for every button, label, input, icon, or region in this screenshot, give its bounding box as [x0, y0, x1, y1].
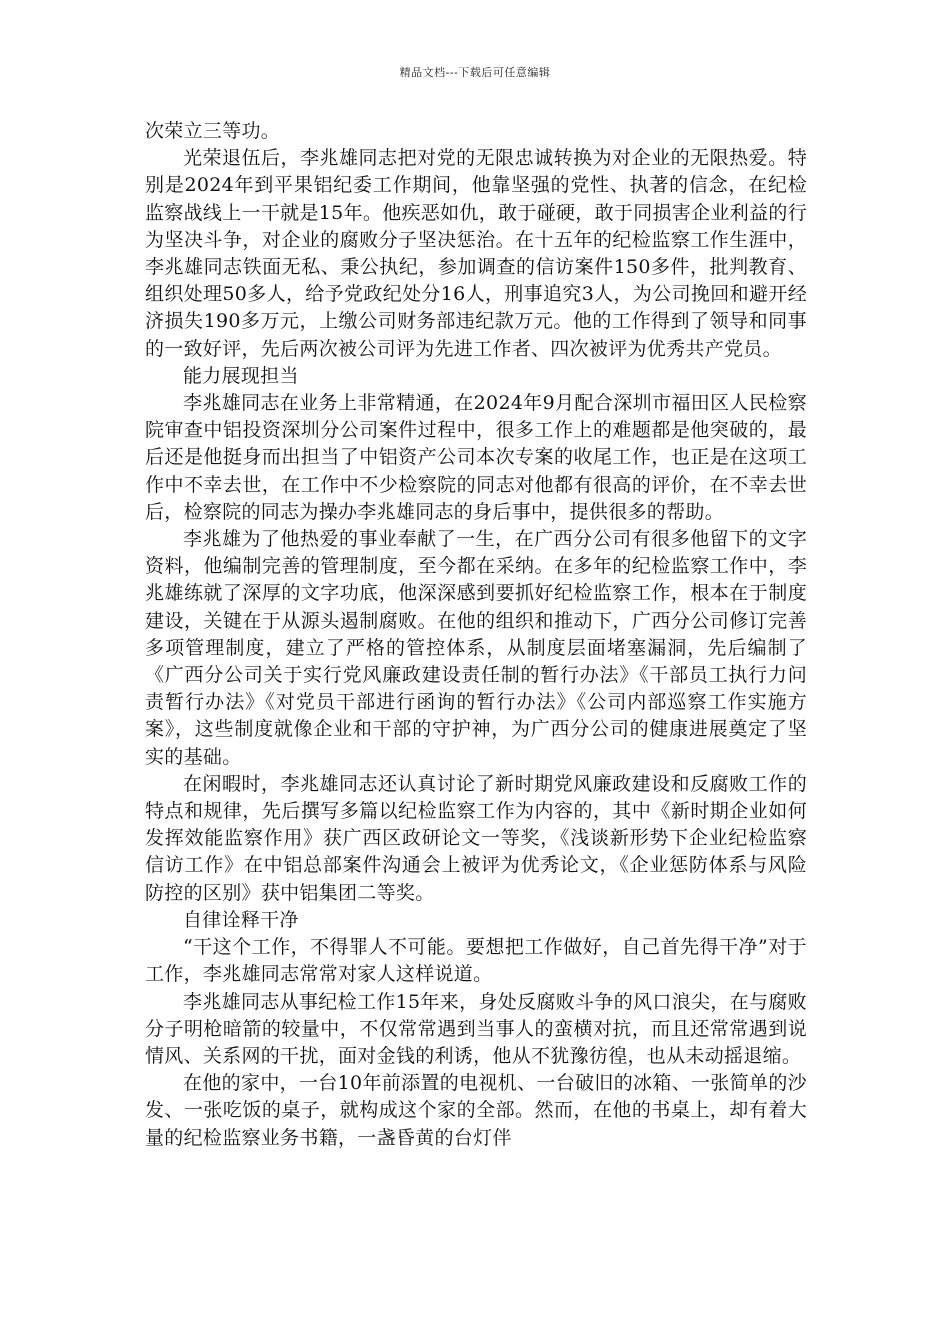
- paragraph: 能力展现担当: [183, 364, 299, 387]
- paragraph: 在闲暇时，李兆雄同志还认真讨论了新时期党风廉政建设和反腐败工作的特点和规律，先后撰写多篇以纪检监察工作为内容的，其中《新时期企业如何发挥效能监察作用》获广西区政研论文一等奖，《浅谈新形势下企业纪检监察信访工作》在中铝总部案件沟通会上被评为优秀论文，《企业惩防体系与风险防控的区别》获中铝集团二等奖。: [145, 772, 807, 904]
- paragraph: 李兆雄同志在业务上非常精通，在2024年9月配合深圳市福田区人民检察院审查中铝投资深圳分公司案件过程中，很多工作上的难题都是他突破的，最后还是他挺身而出担当了中铝资产公司本次专案的收尾工作，也正是在这项工作中不幸去世，在工作中不少检察院的同志对他都有很高的评价，在不幸去世后，检察院的同志为操办李兆雄同志的身后事中，提供很多的帮助。: [145, 392, 807, 523]
- paragraph: 在他的家中，一台10年前添置的电视机、一台破旧的冰箱、一张简单的沙发、一张吃饭的桌子，就构成这个家的全部。然而，在他的书桌上，却有着大量的纪检监察业务书籍，一盏昏黄的台灯伴: [145, 1072, 807, 1149]
- document-body: [145, 118, 807, 1152]
- paragraph: 自律诠释干净: [183, 908, 299, 931]
- paragraph: 李兆雄同志从事纪检工作15年来，身处反腐败斗争的风口浪尖，在与腐败分子明枪暗箭的较量中，不仅常常遇到当事人的蛮横对抗，而且还常常遇到说情风、关系网的干扰，面对金钱的利诱，他从不犹豫彷徨，也从未动摇退缩。: [145, 990, 807, 1067]
- paragraph: 次荣立三等功。: [145, 120, 281, 142]
- paragraph: 光荣退伍后，李兆雄同志把对党的无限忠诚转换为对企业的无限热爱。特别是2024年到平果铝纪委工作期间，他靠坚强的党性、执著的信念，在纪检监察战线上一干就是15年。他疾恶如仇，敢于碰硬，敢于同损害企业利益的行为坚决斗争，对企业的腐败分子坚决惩治。在十五年的纪检监察工作生涯中，李兆雄同志铁面无私、秉公执纪，参加调查的信访案件150多件，批判教育、组织处理50多人，给予党政纪处分16人，刑事追究3人，为公司挽回和避开经济损失190多万元，上缴公司财务部违纪款万元。他的工作得到了领导和同事的一致好评，先后两次被公司评为先进工作者、四次被评为优秀共产党员。: [145, 147, 807, 360]
- paragraph: 李兆雄为了他热爱的事业奉献了一生，在广西分公司有很多他留下的文字资料，他编制完善的管理制度，至今都在采纳。在多年的纪检监察工作中，李兆雄练就了深厚的文字功底，他深深感到要抓好纪检监察工作，根本在于制度建设，关键在于从源头遏制腐败。在他的组织和推动下，广西分公司修订完善多项管理制度，建立了严格的管控体系，从制度层面堵塞漏洞，先后编制了《广西分公司关于实行党风廉政建设责任制的暂行办法》《干部员工执行力问责暂行办法》《对党员干部进行函询的暂行办法》《公司内部巡察工作实施方案》，这些制度就像企业和干部的守护神，为广西分公司的健康进展奠定了坚实的基础。: [145, 528, 807, 768]
- page-header: 精品文档---下载后可任意编辑: [399, 66, 551, 79]
- paragraph: “干这个工作，不得罪人不可能。要想把工作做好，自己首先得干净”对于工作，李兆雄同志常常对家人这样说道。: [145, 936, 807, 986]
